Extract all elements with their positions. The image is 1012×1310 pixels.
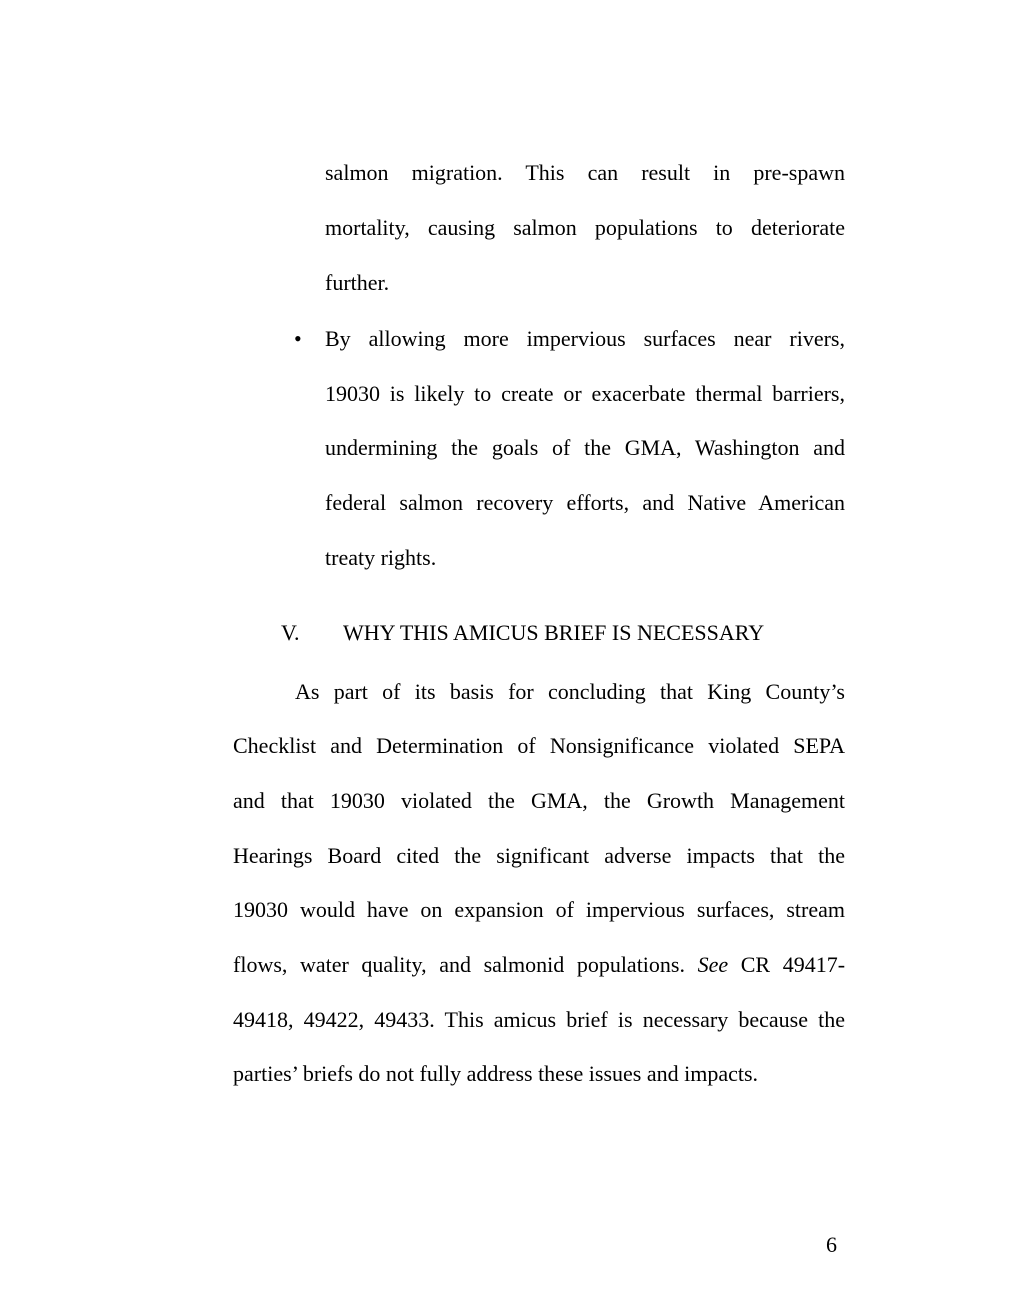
bullet-marker: • (294, 326, 302, 351)
bullet-line-1: By allowing more impervious surfaces near rivers, (325, 326, 845, 351)
section-title: WHY THIS AMICUS BRIEF IS NECESSARY (343, 620, 765, 645)
continued-bullet-line-2: mortality, causing salmon populations to deteriorate (325, 215, 845, 240)
bullet-line-5: treaty rights. (325, 545, 437, 570)
continued-bullet-line-3: further. (325, 270, 390, 295)
paragraph-line-1: As part of its basis for concluding that King County’s (295, 679, 845, 704)
paragraph-line-3: and that 19030 violated the GMA, the Growth Management (233, 788, 845, 813)
paragraph-line-5: 19030 would have on expansion of impervious surfaces, stream (233, 897, 845, 922)
bullet-line-2: 19030 is likely to create or exacerbate thermal barriers, (325, 381, 845, 406)
citation-reference: CR 49417- (740, 952, 846, 977)
paragraph-line-2: Checklist and Determination of Nonsignificance violated SEPA (233, 733, 845, 758)
bullet-line-4: federal salmon recovery efforts, and Native American (325, 490, 845, 515)
citation-signal: See (697, 952, 729, 977)
section-number: V. (281, 620, 300, 645)
citation-lead-text: flows, water quality, and salmonid populations. (233, 952, 685, 977)
continued-bullet-line-1: salmon migration. This can result in pre-spawn (325, 160, 845, 185)
paragraph-line-8: parties’ briefs do not fully address these issues and impacts. (233, 1061, 759, 1086)
bullet-line-3: undermining the goals of the GMA, Washington and (325, 435, 845, 460)
paragraph-line-6 (233, 950, 845, 980)
paragraph-line-7: 49418, 49422, 49433. This amicus brief is necessary because the (233, 1007, 845, 1032)
paragraph-line-4: Hearings Board cited the significant adverse impacts that the (233, 843, 845, 868)
page-number: 6 (826, 1232, 837, 1257)
